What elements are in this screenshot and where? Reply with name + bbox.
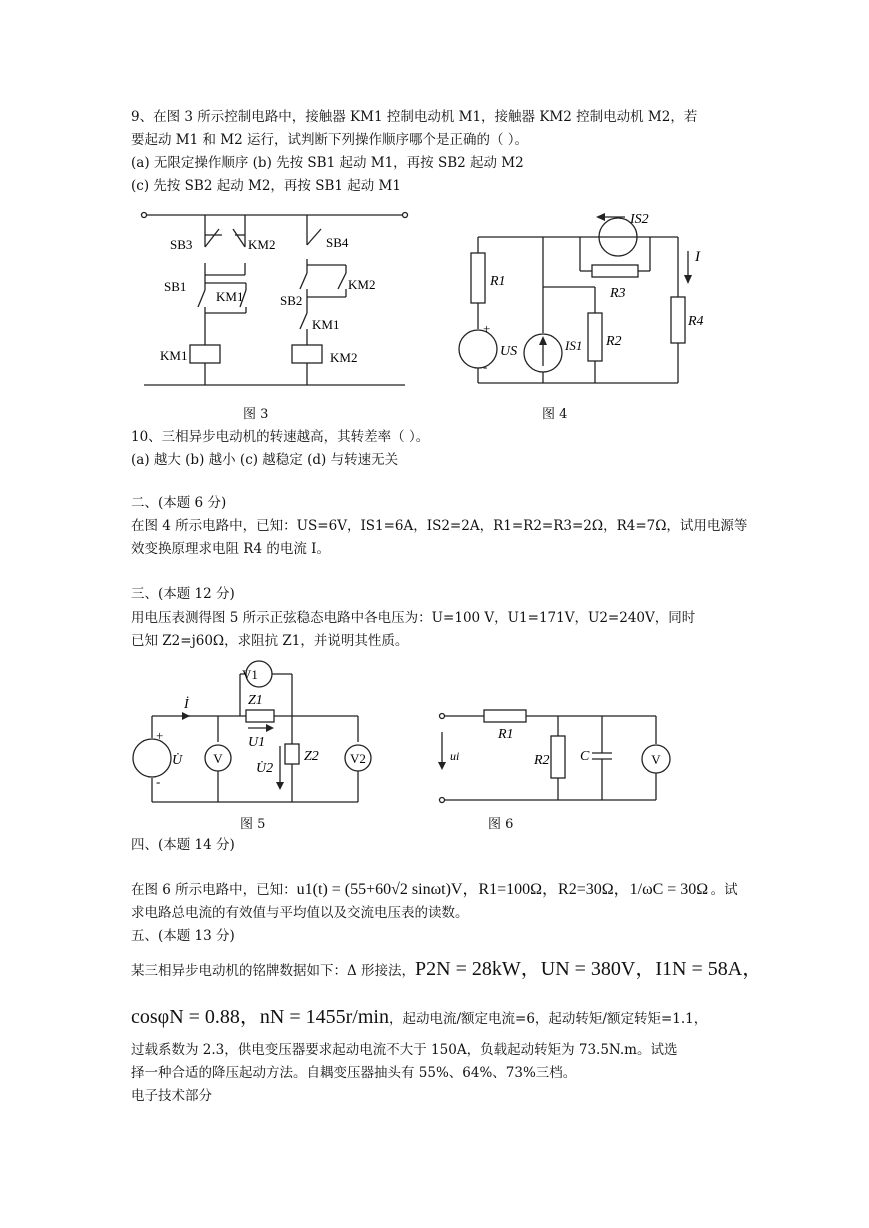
figure-3-control-circuit bbox=[130, 205, 420, 395]
label-c: C bbox=[580, 749, 590, 764]
section-2-line1: 在图 4 所示电路中，已知：US=6V，IS1=6A，IS2=2A，R1=R2=R3=2Ω，R4=7Ω，试用电源等 bbox=[131, 518, 748, 534]
label-current: İ bbox=[184, 697, 189, 712]
section-5-line2 bbox=[131, 1008, 707, 1028]
label-v2: V2 bbox=[350, 751, 366, 766]
q9-line1: 9、在图 3 所示控制电路中，接触器 KM1 控制电动机 M1，接触器 KM2 控制电动机 M2，若 bbox=[131, 109, 698, 125]
label-sb2: SB2 bbox=[280, 293, 303, 308]
section-5-formula2: cosφN = 0.88，nN = 1455r/min bbox=[131, 1006, 389, 1028]
section-3-line2: 已知 Z2=j60Ω，求阻抗 Z1，并说明其性质。 bbox=[131, 633, 409, 649]
figure-6-circuit bbox=[430, 700, 690, 810]
label-r2: R2 bbox=[606, 334, 622, 349]
section-3-line1: 用电压表测得图 5 所示正弦稳态电路中各电压为：U=100 V，U1=171V，U2=240V，同时 bbox=[131, 610, 696, 626]
figure-6-caption: 图 6 bbox=[488, 817, 514, 832]
figure-5-caption: 图 5 bbox=[240, 817, 266, 832]
label-km1-interlock: KM1 bbox=[312, 317, 340, 332]
figure-4-caption: 图 4 bbox=[542, 407, 568, 422]
section-5-line4: 择一种合适的降压起动方法。自耦变压器抽头有 55%、64%、73%三档。 bbox=[131, 1065, 577, 1081]
section-4-heading: 四、(本题 14 分) bbox=[131, 837, 235, 853]
section-4-line2: 求电路总电流的有效值与平均值以及交流电压表的读数。 bbox=[131, 905, 469, 921]
section-5-line3: 过载系数为 2.3，供电变压器要求起动电流不大于 150A，负载起动转矩为 73.5N.m。试选 bbox=[131, 1042, 678, 1058]
figure-4-circuit bbox=[450, 205, 710, 395]
label-v: V bbox=[651, 752, 661, 767]
section-2-heading: 二、(本题 6 分) bbox=[131, 495, 227, 511]
label-u2: U̇2 bbox=[256, 761, 274, 776]
q9-option-c: (c) 先按 SB2 起动 M2，再按 SB1 起动 M1 bbox=[131, 178, 401, 194]
section-5-line2-suffix: ，起动电流/额定电流=6，起动转矩/额定转矩=1.1， bbox=[388, 1011, 708, 1027]
q10-options: (a) 越大 (b) 越小 (c) 越稳定 (d) 与转速无关 bbox=[131, 452, 399, 468]
label-ui: ui bbox=[450, 749, 460, 763]
label-plus: + bbox=[156, 728, 164, 743]
figure-5-circuit bbox=[130, 660, 380, 810]
section-5-heading: 五、(本题 13 分) bbox=[131, 928, 235, 944]
q9-option-ab: (a) 无限定操作顺序 (b) 先按 SB1 起动 M1，再按 SB2 起动 M2 bbox=[131, 155, 524, 171]
section-4-suffix: 。试 bbox=[710, 882, 738, 898]
label-plus: + bbox=[483, 321, 491, 336]
q10-line1: 10、三相异步电动机的转速越高，其转差率（ ）。 bbox=[131, 429, 430, 445]
label-r1: R1 bbox=[490, 274, 506, 289]
label-km2-hold: KM2 bbox=[348, 277, 376, 292]
footer-section-title: 电子技术部分 bbox=[131, 1088, 212, 1104]
label-us: US bbox=[500, 344, 518, 359]
figure-3-caption: 图 3 bbox=[243, 407, 269, 422]
label-minus: - bbox=[483, 359, 488, 374]
label-r3: R3 bbox=[610, 286, 626, 301]
label-r1: R1 bbox=[498, 727, 514, 742]
label-km1-hold: KM1 bbox=[216, 289, 244, 304]
label-current-i: I bbox=[695, 249, 700, 265]
section-5-line1 bbox=[131, 960, 762, 980]
label-v: V bbox=[213, 751, 223, 766]
label-km1-coil: KM1 bbox=[160, 348, 188, 363]
section-5-prefix: 某三相异步电动机的铭牌数据如下：Δ 形接法， bbox=[131, 963, 416, 979]
section-4-line1 bbox=[131, 881, 738, 899]
label-r4: R4 bbox=[688, 314, 704, 329]
label-z2: Z2 bbox=[304, 749, 319, 764]
label-is1: IS1 bbox=[565, 338, 583, 353]
label-v1: V1 bbox=[242, 667, 258, 682]
label-sb1: SB1 bbox=[164, 279, 187, 294]
section-4-formula: u1(t) = (55+60√2 sinωt)V，R1=100Ω，R2=30Ω，1/ωC = 30Ω bbox=[296, 881, 709, 898]
label-u: U̇ bbox=[172, 753, 183, 768]
label-z1: Z1 bbox=[248, 693, 263, 708]
section-4-prefix: 在图 6 所示电路中，已知： bbox=[131, 882, 297, 898]
label-r2: R2 bbox=[534, 753, 550, 768]
section-5-formula1: P2N = 28kW，UN = 380V，I1N = 58A， bbox=[415, 958, 763, 980]
q9-line2: 要起动 M1 和 M2 运行，试判断下列操作顺序哪个是正确的（ ）。 bbox=[131, 132, 529, 148]
label-sb3: SB3 bbox=[170, 237, 193, 252]
label-km2-top: KM2 bbox=[248, 237, 276, 252]
label-km2-coil: KM2 bbox=[330, 350, 358, 365]
label-sb4: SB4 bbox=[326, 235, 349, 250]
label-minus: - bbox=[156, 774, 161, 789]
label-u1: U1 bbox=[248, 735, 266, 750]
section-3-heading: 三、(本题 12 分) bbox=[131, 586, 235, 602]
label-is2: IS2 bbox=[630, 212, 649, 227]
section-2-line2: 效变换原理求电阻 R4 的电流 I。 bbox=[131, 541, 330, 557]
